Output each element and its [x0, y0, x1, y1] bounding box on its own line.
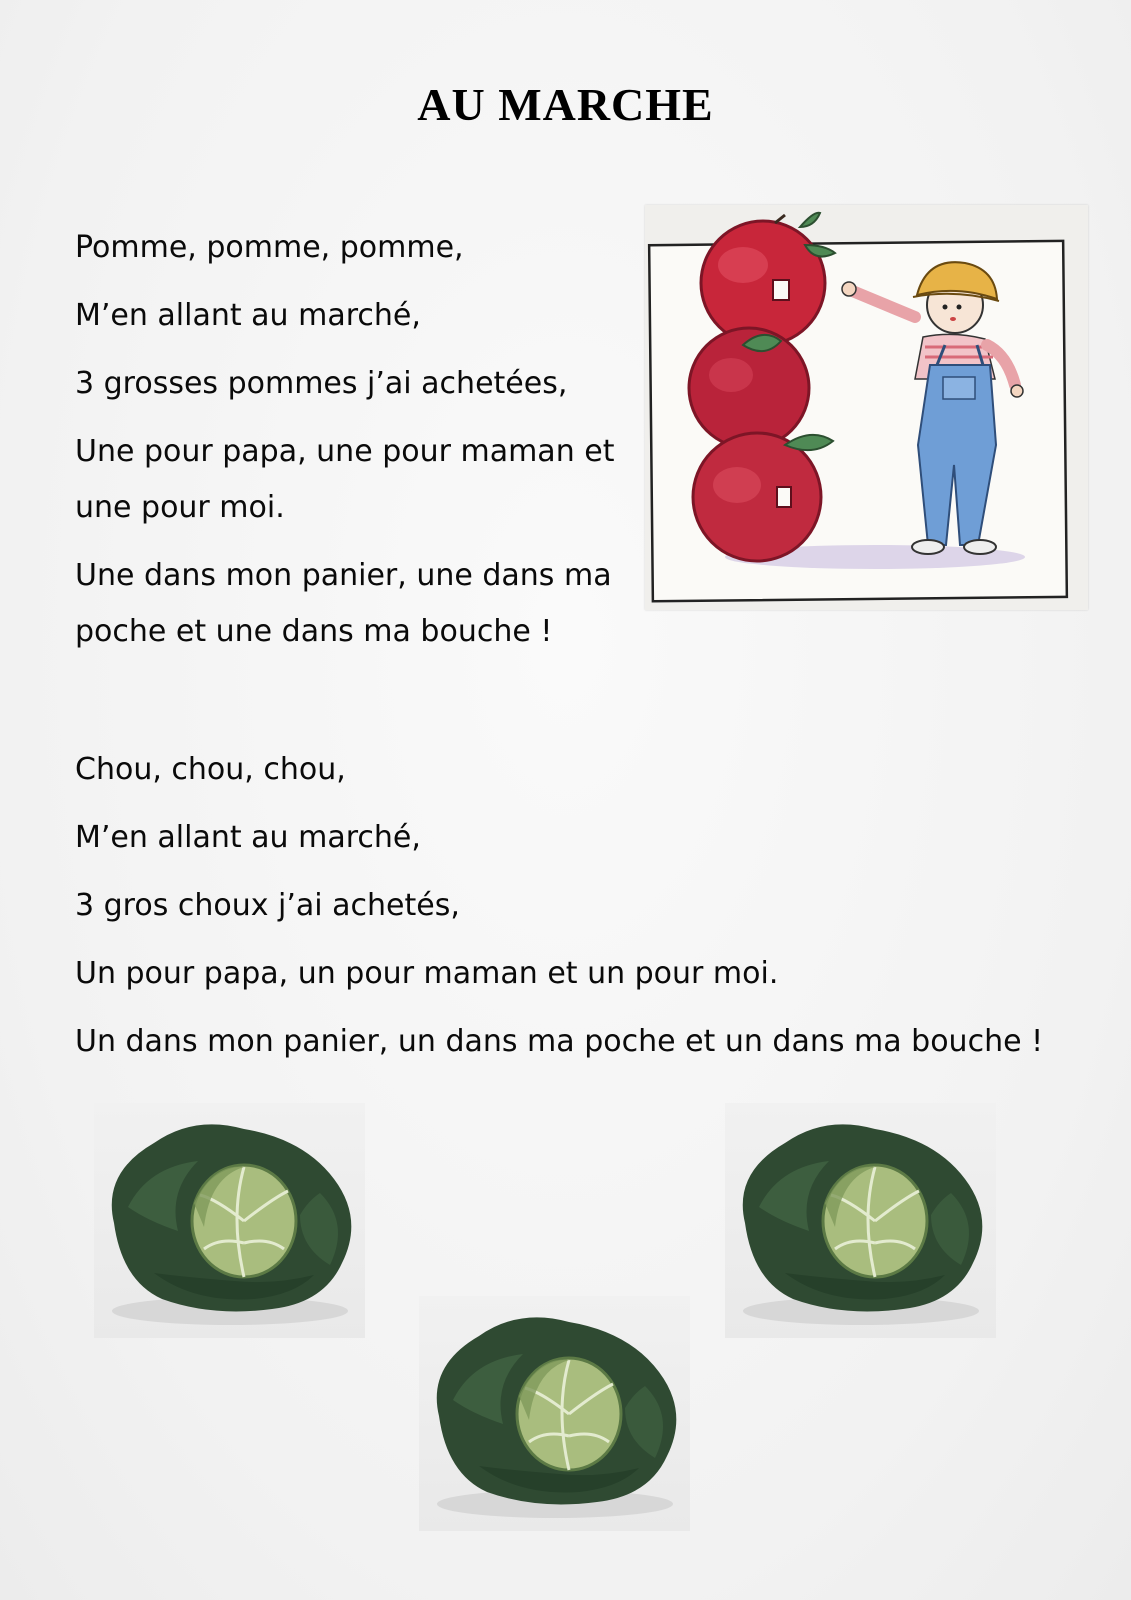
page-title: AU MARCHE — [417, 79, 714, 130]
verse1-line-7: poche et une dans ma bouche ! — [75, 614, 553, 649]
verse2-line-2: M’en allant au marché, — [75, 820, 421, 855]
cabbage-image-1 — [94, 1103, 365, 1338]
verse1-line-3: 3 grosses pommes j’ai achetées, — [75, 366, 568, 401]
verse2-line-4: Un pour papa, un pour maman et un pour moi. — [75, 956, 779, 991]
verse1-line-2: M’en allant au marché, — [75, 298, 421, 333]
cabbage-icon — [725, 1103, 996, 1338]
apples-child-drawing — [645, 205, 1088, 610]
verse2-line-1: Chou, chou, chou, — [75, 752, 346, 787]
apples-child-illustration — [645, 205, 1088, 610]
verse1-line-6: Une dans mon panier, une dans ma — [75, 558, 612, 593]
cabbage-icon — [419, 1296, 690, 1531]
verse1-line-1: Pomme, pomme, pomme, — [75, 230, 464, 265]
verse2-line-5: Un dans mon panier, un dans ma poche et un dans ma bouche ! — [75, 1024, 1044, 1059]
verse1-line-4: Une pour papa, une pour maman et — [75, 434, 615, 469]
cabbage-icon — [94, 1103, 365, 1338]
verse2-line-3: 3 gros choux j’ai achetés, — [75, 888, 460, 923]
verse1-line-5: une pour moi. — [75, 490, 285, 525]
cabbage-image-2 — [725, 1103, 996, 1338]
cabbage-image-3 — [419, 1296, 690, 1531]
